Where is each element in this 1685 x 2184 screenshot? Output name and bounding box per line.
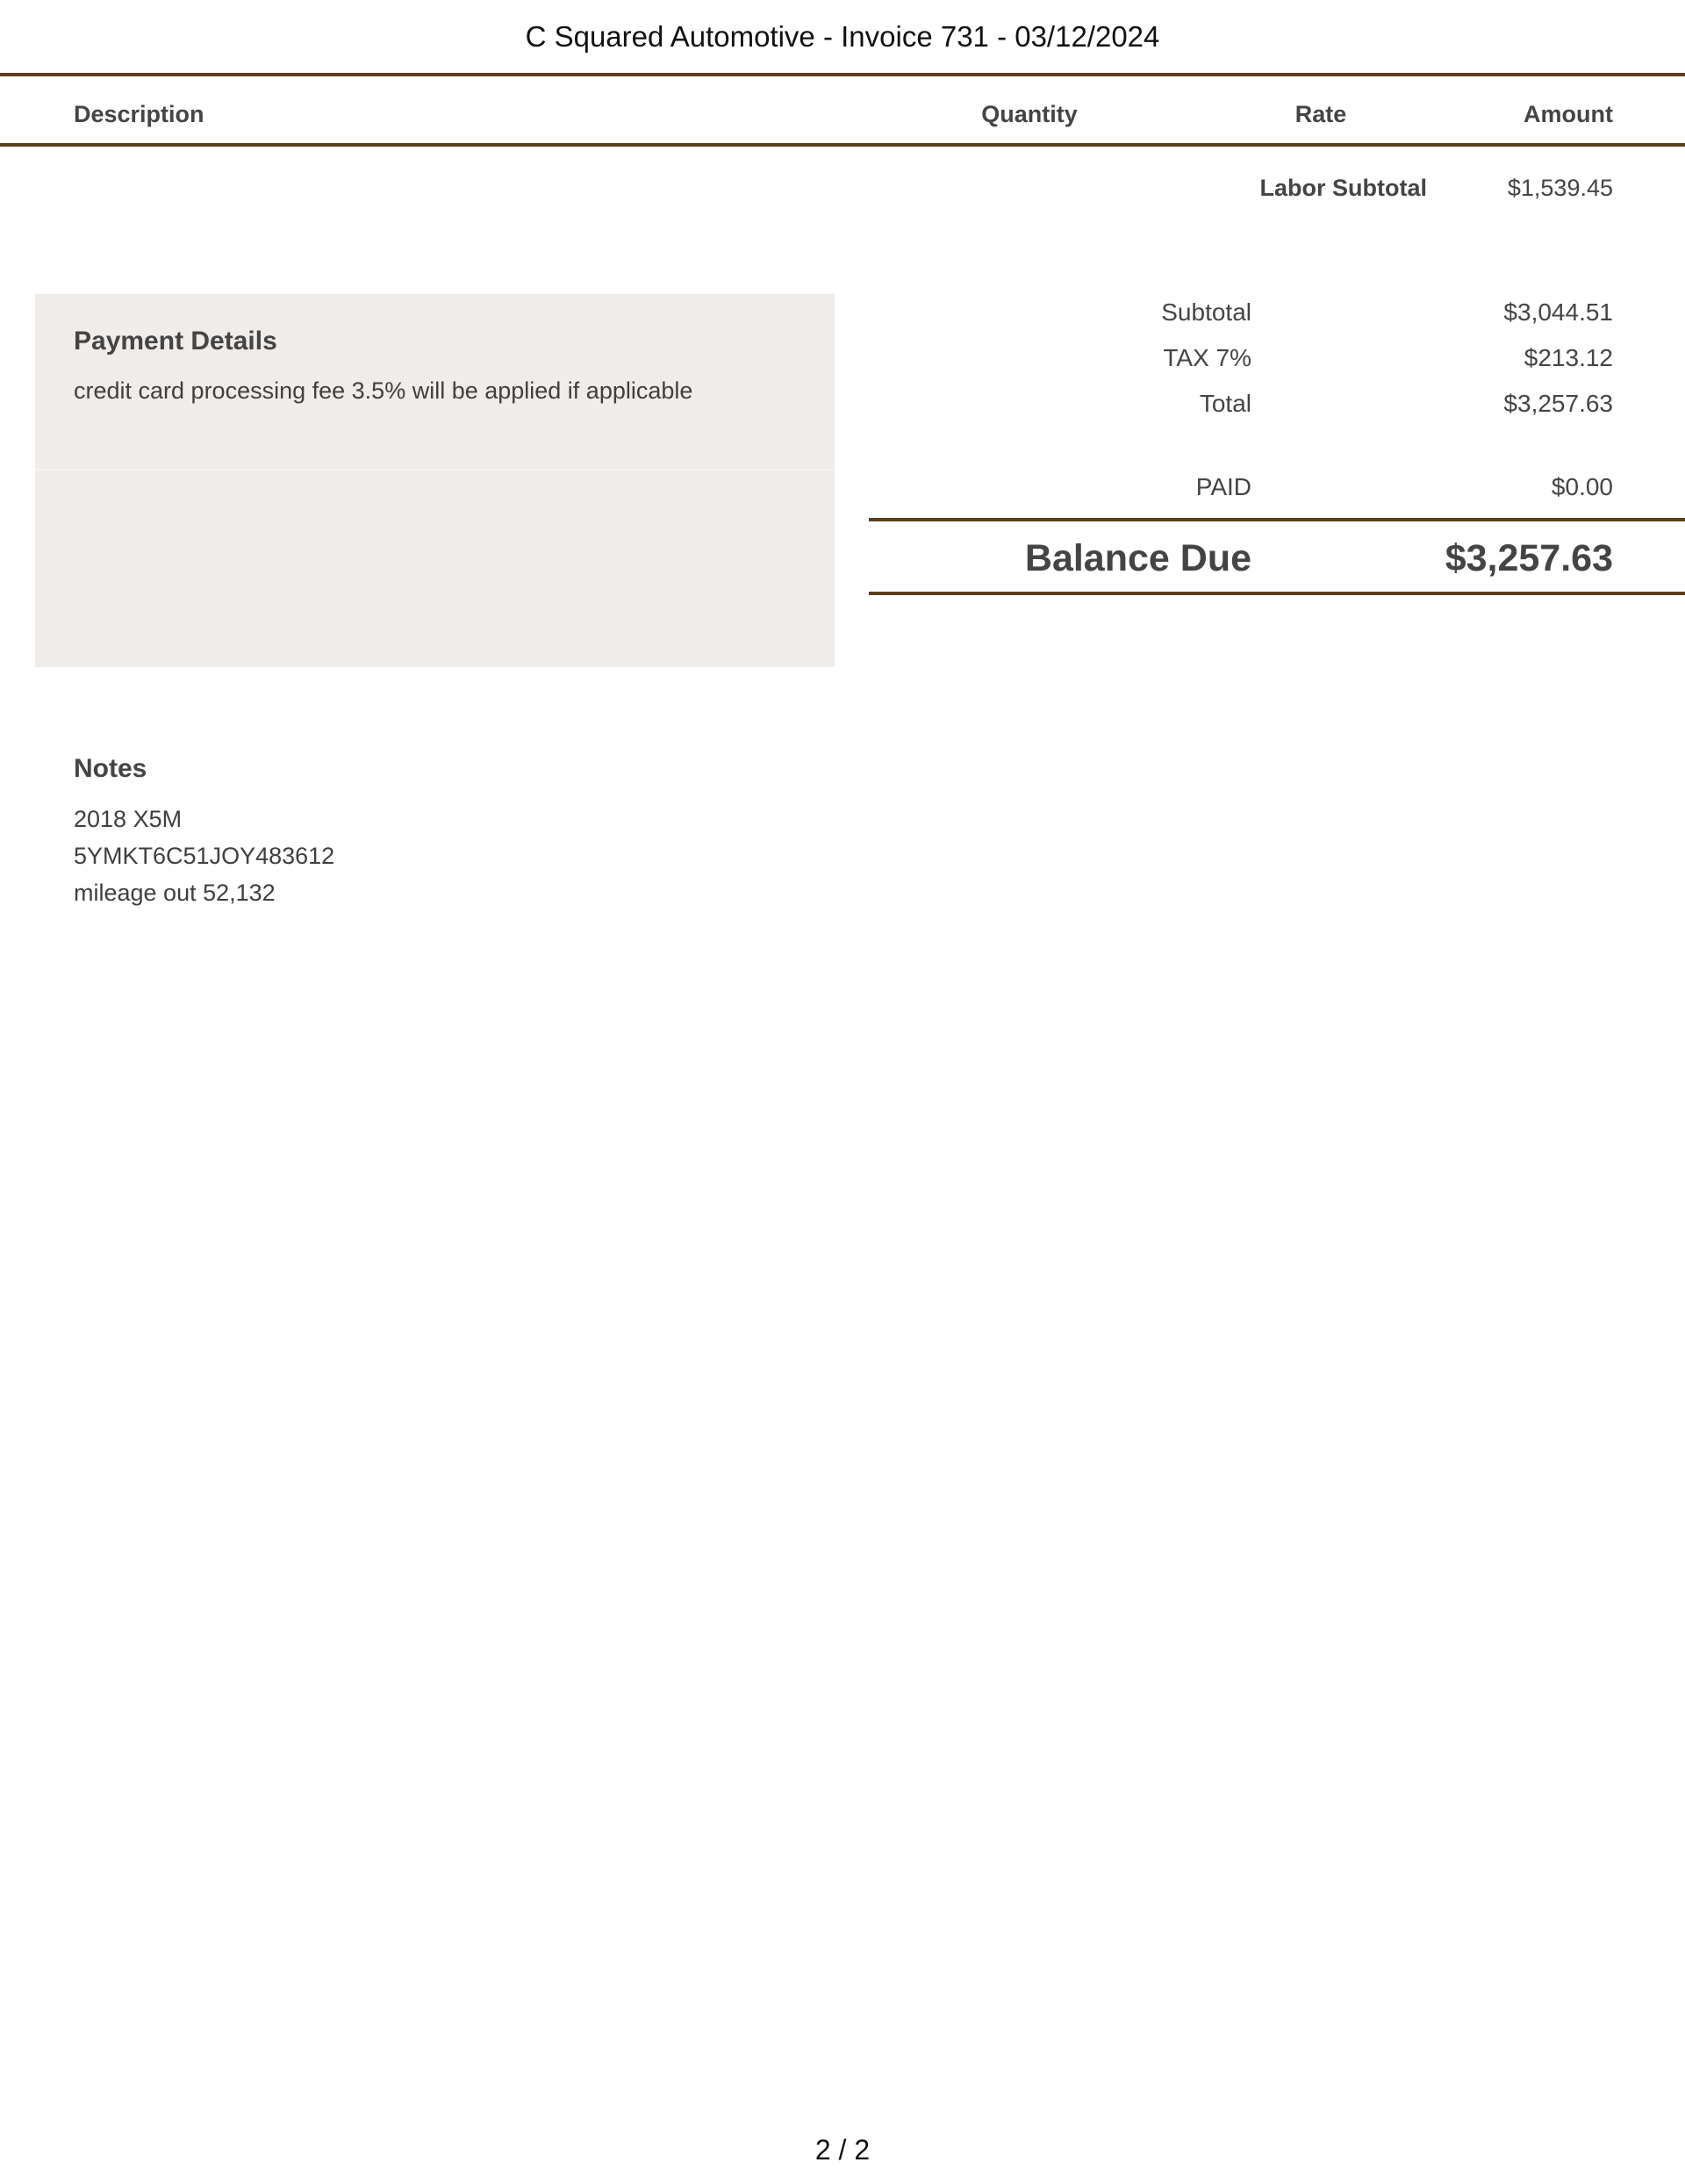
subtotal-value: $3,044.51 (1503, 298, 1613, 326)
table-header (0, 73, 1685, 147)
quantity-column-header: Quantity (981, 101, 1078, 127)
payment-details-panel (35, 294, 835, 667)
balance-due-row (869, 518, 1685, 595)
invoice-title: C Squared Automotive - Invoice 731 - 03/12/2024 (525, 20, 1160, 53)
labor-subtotal-value: $1,539.45 (1507, 175, 1613, 201)
notes-line-mileage: mileage out 52,132 (74, 880, 276, 906)
total-value: $3,257.63 (1503, 390, 1613, 417)
notes-line-vehicle: 2018 X5M (74, 806, 183, 832)
notes-list (74, 801, 334, 911)
rate-column-header: Rate (1294, 101, 1347, 127)
notes-line-vin: 5YMKT6C51JOY483612 (74, 843, 335, 869)
notes-title: Notes (74, 754, 147, 783)
payment-details-text: credit card processing fee 3.5% will be applied if applicable (74, 377, 693, 404)
subtotal-label: Subtotal (1161, 298, 1251, 326)
amount-column-header: Amount (1524, 101, 1613, 127)
payment-details-title: Payment Details (74, 327, 277, 356)
page-number: 2 / 2 (814, 2134, 871, 2166)
tax-row (869, 342, 1685, 377)
paid-label: PAID (1195, 473, 1251, 500)
total-label: Total (1199, 390, 1251, 417)
total-row (869, 388, 1685, 423)
subtotal-row (869, 297, 1685, 332)
balance-due-value: $3,257.63 (1445, 537, 1613, 579)
panel-divider (35, 469, 835, 471)
paid-value: $0.00 (1551, 473, 1613, 500)
tax-label: TAX 7% (1163, 344, 1251, 371)
description-column-header: Description (74, 101, 204, 127)
balance-due-label: Balance Due (1024, 537, 1251, 579)
labor-subtotal-label: Labor Subtotal (1259, 175, 1427, 201)
paid-row (869, 471, 1685, 506)
tax-value: $213.12 (1524, 344, 1613, 371)
